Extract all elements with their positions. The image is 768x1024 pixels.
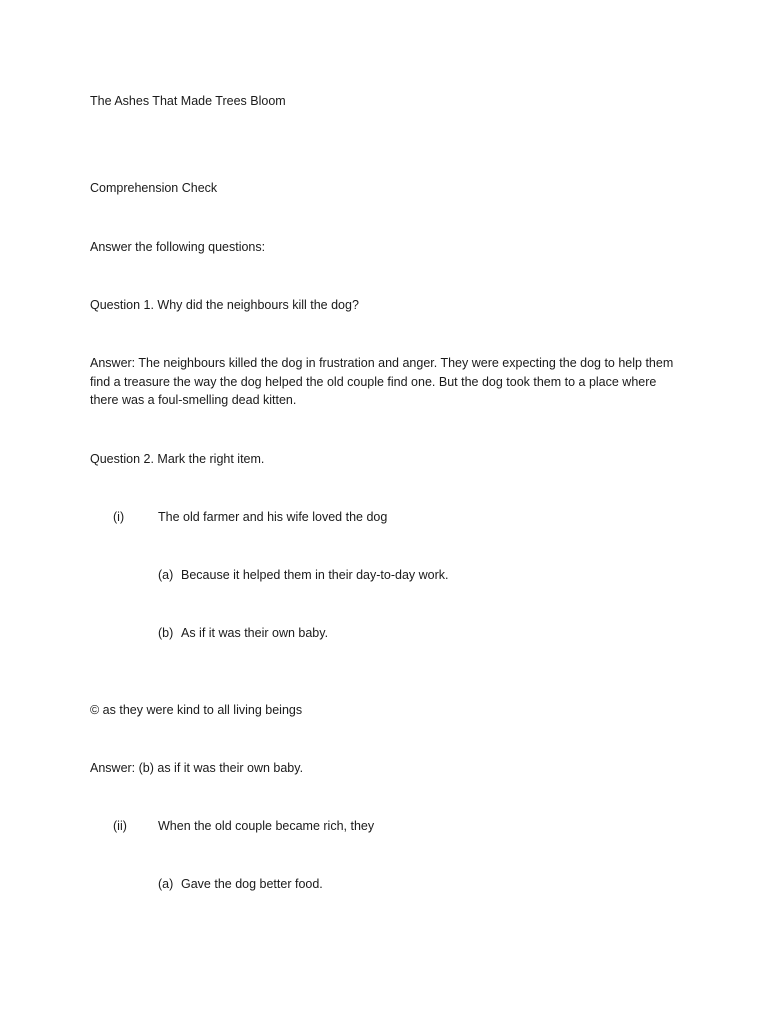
- answer-1: Answer: The neighbours killed the dog in frustration and anger. They were expecting the dog to help them find a treasure the way the dog helped the old couple find one. But the dog took them to a place where there was a foul-smelling dead kitten.: [90, 356, 674, 407]
- question-2: Question 2. Mark the right item.: [90, 452, 265, 466]
- section-heading: Comprehension Check: [90, 181, 218, 195]
- document-title: The Ashes That Made Trees Bloom: [90, 94, 286, 108]
- item-i-option-b-text: As if it was their own baby.: [181, 626, 329, 640]
- item-i-option-c: © as they were kind to all living beings: [90, 703, 303, 717]
- item-ii-marker: (ii): [113, 819, 127, 833]
- instruction-text: Answer the following questions:: [90, 240, 266, 254]
- item-i-option-a-text: Because it helped them in their day-to-day work.: [181, 568, 449, 582]
- item-ii-option-a-text: Gave the dog better food.: [181, 877, 323, 891]
- item-ii-text: When the old couple became rich, they: [158, 819, 375, 833]
- item-i-text: The old farmer and his wife loved the dog: [158, 510, 388, 524]
- item-i-marker: (i): [113, 510, 125, 524]
- item-ii-option-a-marker: (a): [158, 877, 174, 891]
- item-i-option-b-marker: (b): [158, 626, 174, 640]
- item-i-option-a-marker: (a): [158, 568, 174, 582]
- item-i-answer: Answer: (b) as if it was their own baby.: [90, 761, 304, 775]
- question-1: Question 1. Why did the neighbours kill the dog?: [90, 298, 359, 312]
